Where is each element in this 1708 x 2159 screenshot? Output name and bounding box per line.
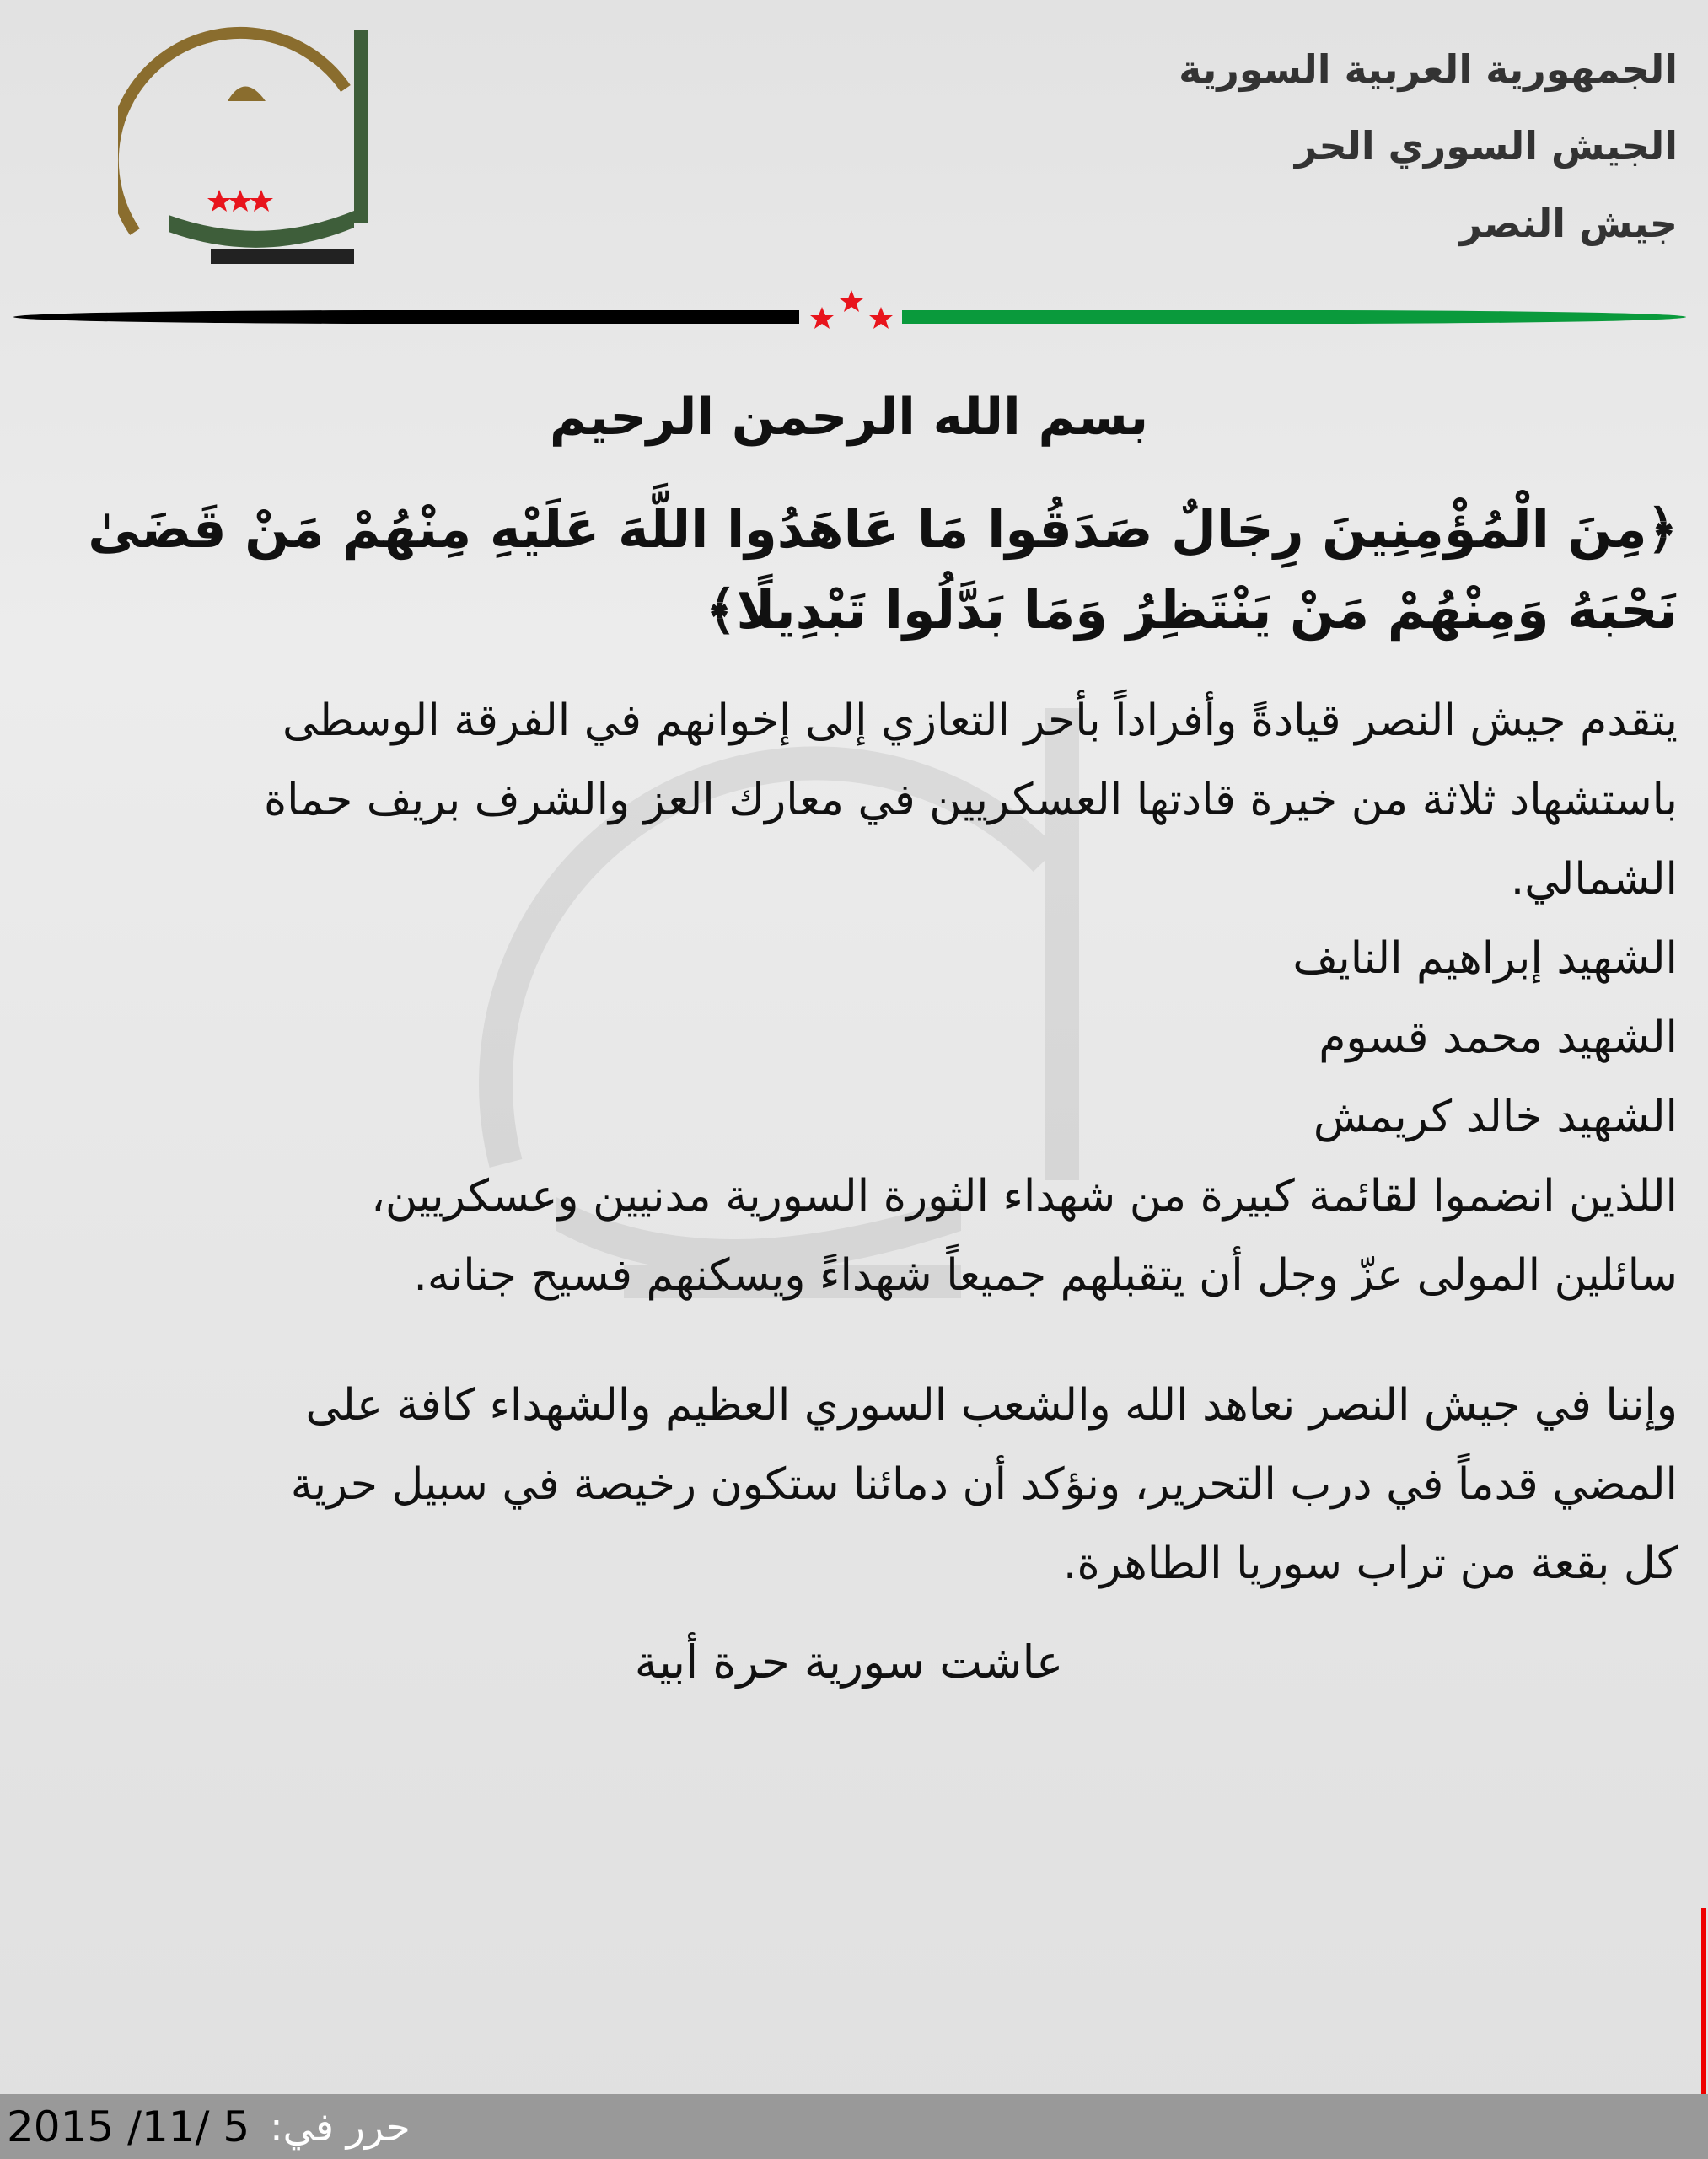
issue-date: 2015 /11/ 5 [7,2102,250,2151]
divider-black [13,310,799,324]
jaysh-al-nasr-logo [118,21,396,278]
header-army: الجيش السوري الحر [1294,123,1678,169]
body-line: سائلين المولى عزّ وجل أن يتقبلهم جميعاً شهداءً ويسكنهم فسيح جنانه. [413,1250,1678,1301]
body-line: الشمالي. [1510,854,1678,905]
red-accent-bar [1701,1908,1706,2094]
body-line: وإننا في جيش النصر نعاهد الله والشعب السوري العظيم والشهداء كافة على [305,1380,1678,1431]
signoff: عاشت سورية حرة أبية [634,1635,1064,1689]
martyr-name: الشهيد خالد كريمش [1313,1092,1678,1142]
martyr-name: الشهيد محمد قسوم [1319,1012,1678,1063]
statement-body [20,681,1678,1315]
footer-bar [0,2094,1708,2159]
body-line: المضي قدماً في درب التحرير، ونؤكد أن دمائنا ستكون رخيصة في سبيل حرية [290,1459,1678,1510]
basmala: بسم الله الرحمن الرحيم [549,388,1149,447]
body-line: يتقدم جيش النصر قيادةً وأفراداً بأحر التعازي إلى إخوانهم في الفرقة الوسطى [282,695,1678,746]
divider-green [902,310,1686,324]
statement-pledge [20,1366,1678,1603]
body-line: كل بقعة من تراب سوريا الطاهرة. [1062,1539,1678,1589]
body-line: اللذين انضموا لقائمة كبيرة من شهداء الثورة السورية مدنيين وعسكريين، [371,1171,1678,1222]
header-faction: جيش النصر [1459,201,1678,246]
paragraph-gap [20,1315,1678,1366]
martyr-name: الشهيد إبراهيم النايف [1292,933,1678,984]
quran-verse: ﴿مِنَ الْمُؤْمِنِينَ رِجَالٌ صَدَقُوا مَا عَاهَدُوا اللَّهَ عَلَيْهِ مِنْهُمْ مَنْ قَضَىٰ نَحْبَهُ وَمِنْهُمْ مَنْ يَنْتَظِرُ وَمَا بَدَّلُوا تَبْدِيلًا﴾ [88,498,1678,641]
three-stars-icon [801,287,902,329]
issued-label: حرر في: [270,2103,411,2150]
statement-content [20,379,1678,1705]
body-line: باستشهاد ثلاثة من خيرة قادتها العسكريين في معارك العز والشرف بريف حماة [263,775,1678,825]
header-country: الجمهورية العربية السورية [1179,46,1678,92]
